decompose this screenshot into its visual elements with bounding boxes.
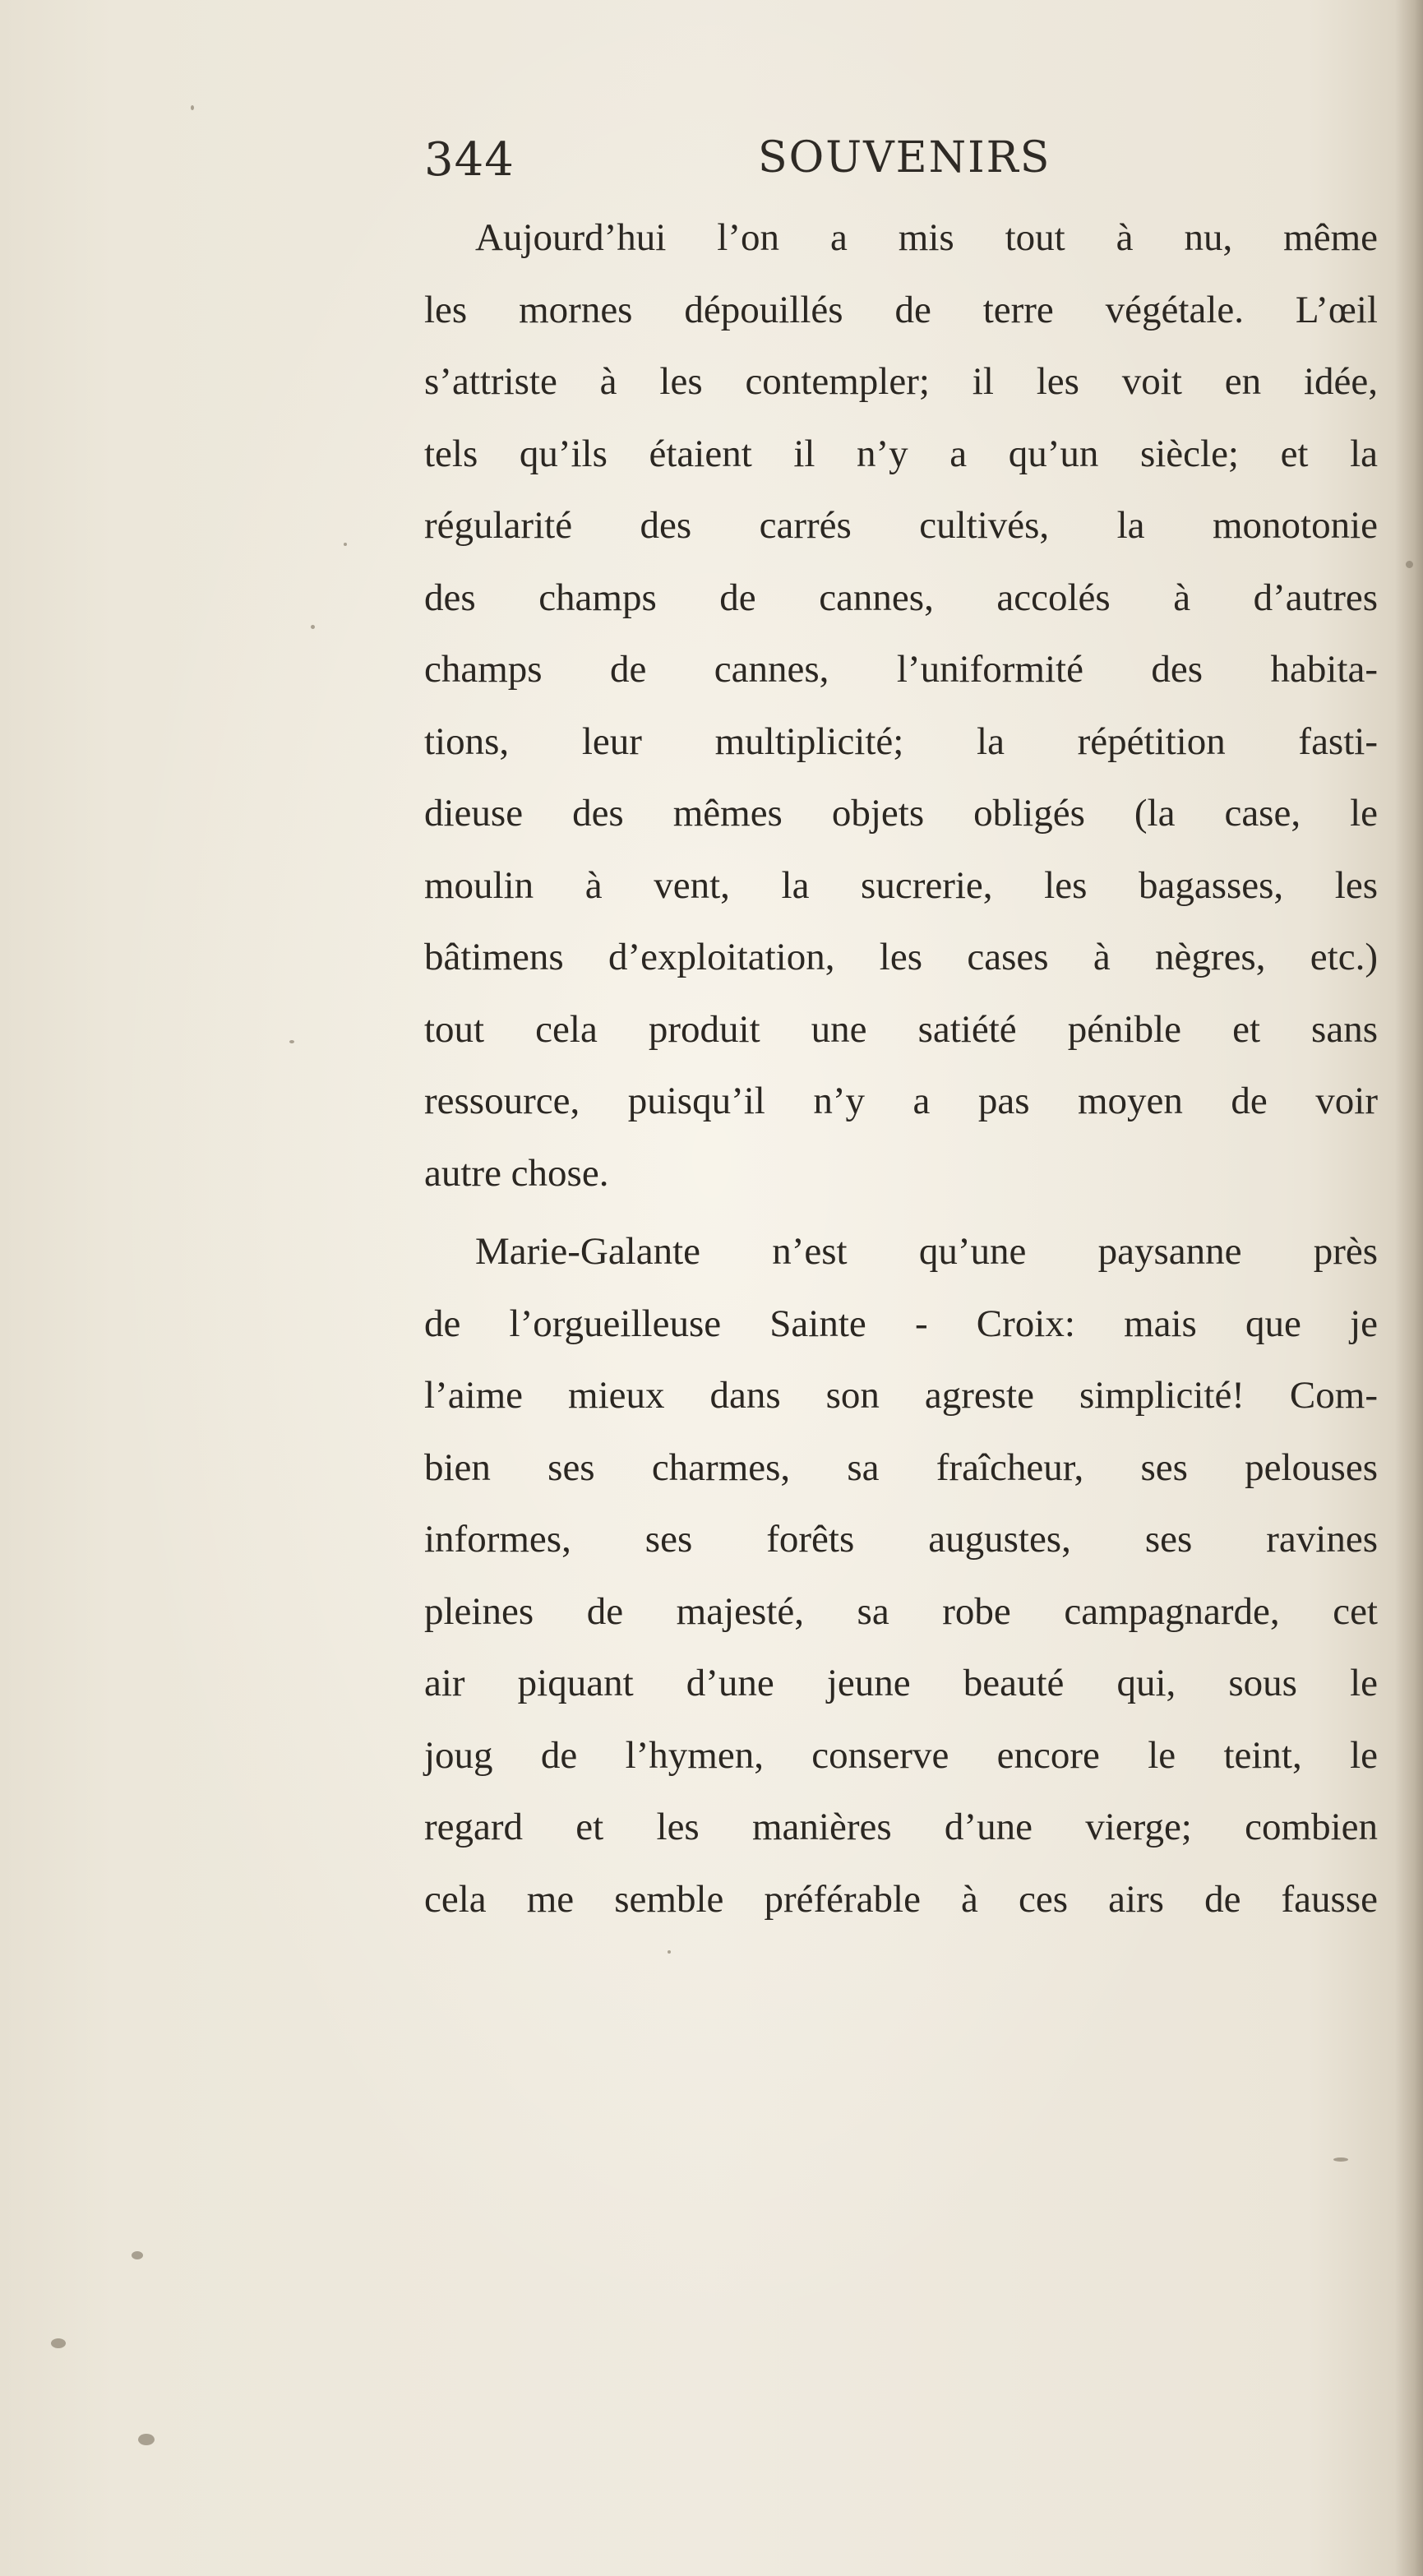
- page-edge-shadow: [1395, 0, 1423, 2576]
- text-line: de l’orgueilleuse Sainte - Croix: mais que je: [424, 1302, 1378, 1345]
- text-line: bien ses charmes, sa fraîcheur, ses pelouses: [424, 1445, 1378, 1489]
- text-line: air piquant d’une jeune beauté qui, sous le: [424, 1662, 1378, 1704]
- text-line: joug de l’hymen, conserve encore le teint, le: [424, 1733, 1378, 1777]
- text-line: s’attriste à les contempler; il les voit en idée,: [424, 360, 1378, 403]
- paper-speck: [1333, 2157, 1348, 2162]
- text-line: ressource, puisqu’il n’y a pas moyen de voir: [424, 1080, 1378, 1122]
- text-line: les mornes dépouillés de terre végétale. L’œil: [424, 288, 1378, 331]
- running-head: [424, 133, 1378, 199]
- text-line: régularité des carrés cultivés, la monotonie: [424, 504, 1378, 547]
- body-text: [424, 202, 1378, 1935]
- text-line: Aujourd’hui l’on a mis tout à nu, même: [475, 216, 1378, 259]
- page-number: 344: [424, 133, 515, 187]
- paper-speck: [344, 543, 347, 546]
- paper-speck: [668, 1950, 671, 1954]
- paper-speck: [1406, 561, 1413, 568]
- text-line: dieuse des mêmes objets obligés (la case, le: [424, 792, 1378, 835]
- text-line: tions, leur multiplicité; la répétition fasti-: [424, 719, 1378, 763]
- paragraph-2: [424, 1216, 1378, 1935]
- text-line: regard et les manières d’une vierge; combien: [424, 1806, 1378, 1848]
- paper-speck: [289, 1040, 294, 1043]
- text-line: moulin à vent, la sucrerie, les bagasses, les: [424, 863, 1378, 907]
- text-line: cela me semble préférable à ces airs de fausse: [424, 1877, 1378, 1921]
- text-line: autre chose.: [424, 1151, 609, 1195]
- text-line: l’aime mieux dans son agreste simplicité! Com-: [424, 1374, 1378, 1417]
- text-line: tout cela produit une satiété pénible et sans: [424, 1007, 1378, 1051]
- paper-speck: [311, 625, 315, 629]
- text-line: tels qu’ils étaient il n’y a qu’un siècle; et la: [424, 432, 1378, 475]
- paragraph-gap: [424, 1209, 1378, 1216]
- text-line: informes, ses forêts augustes, ses ravines: [424, 1518, 1378, 1561]
- paper-speck: [51, 2338, 66, 2348]
- text-line: champs de cannes, l’uniformité des habita-: [424, 648, 1378, 691]
- paragraph-1: [424, 202, 1378, 1209]
- paper-speck: [132, 2251, 143, 2259]
- text-line: des champs de cannes, accolés à d’autres: [424, 576, 1378, 619]
- paper-speck: [191, 105, 194, 110]
- text-line: Marie-Galante n’est qu’une paysanne près: [475, 1230, 1378, 1273]
- text-line: pleines de majesté, sa robe campagnarde, cet: [424, 1589, 1378, 1633]
- text-line: bâtimens d’exploitation, les cases à nègres, etc.): [424, 936, 1378, 978]
- running-title: SOUVENIRS: [758, 133, 1051, 183]
- paper-speck: [138, 2434, 155, 2445]
